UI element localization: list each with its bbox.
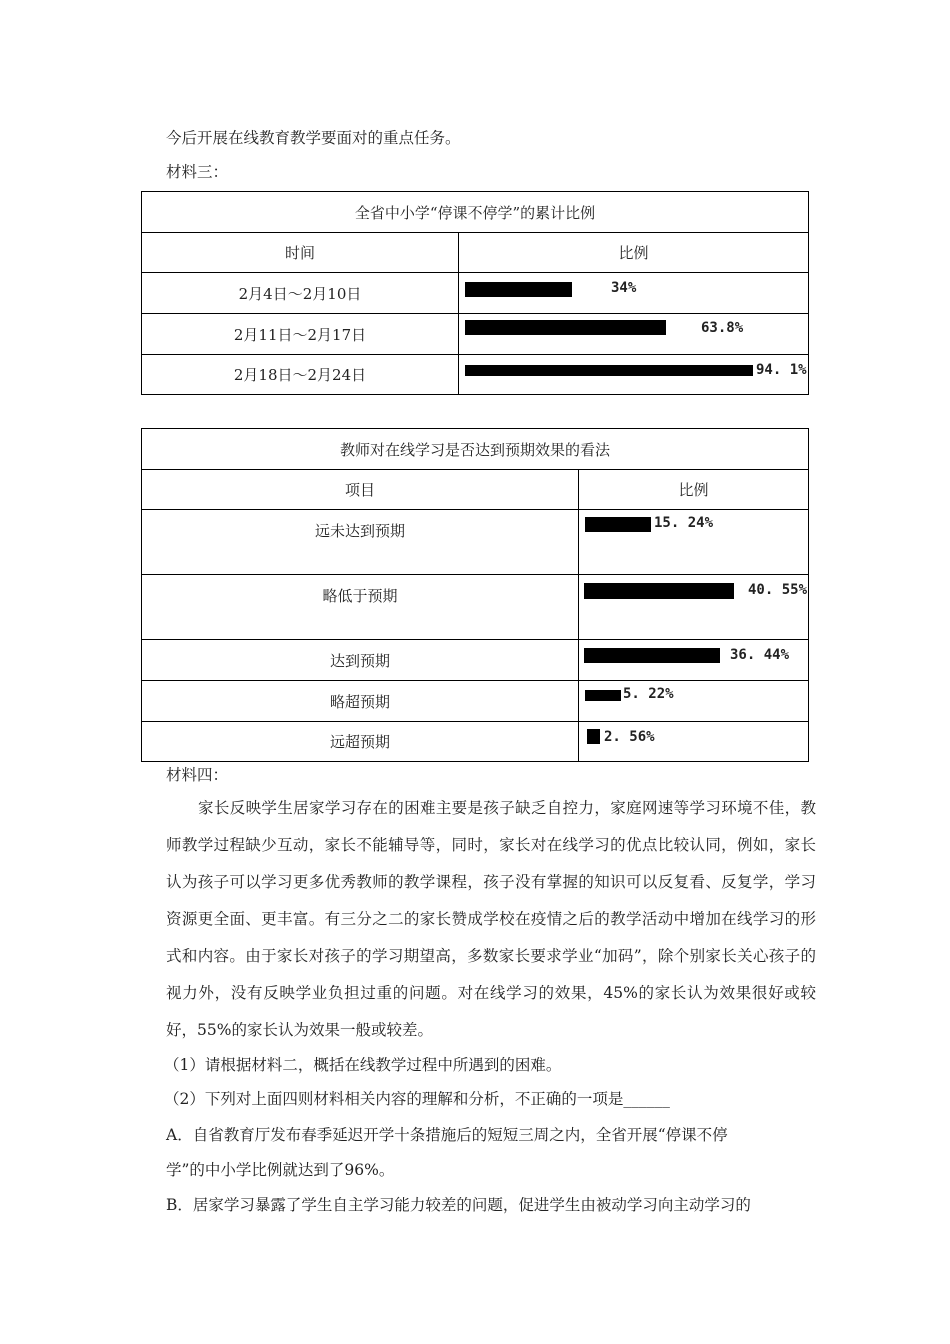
- item-label: 远未达到预期: [314, 522, 405, 540]
- material4-paragraph: 家长反映学生居家学习存在的困难主要是孩子缺乏自控力，家庭网速等学习环境不佳，教师教学过程缺少互动，家长不能辅导等，同时，家长对在线学习的优点比较认同，例如，家长认为孩子可以学习更多优秀教师的教学课程，孩子没有掌握的知识可以反复看、反复学，学习资源更全面、更丰富。有三分之二的家长赞成学校在疫情之后的教学活动中增加在线学习的形式和内容。由于家长对孩子的学习期望高，多数家长要求学业“加码”，除个别家长关心孩子的视力外，没有反映学业负担过重的问题。对在线学习的效果，45%的家长认为效果很好或较好，55%的家长认为效果一般或较差。: [166, 799, 816, 1039]
- ratio-bar: [587, 729, 600, 744]
- ratio-bar: [465, 320, 666, 335]
- table1-header-ratio: 比例: [459, 233, 809, 273]
- table1-ratio-cell: [459, 273, 809, 314]
- ratio-bar: [465, 282, 572, 297]
- ratio-label: 5. 22%: [623, 686, 674, 702]
- ratio-label: 15. 24%: [654, 515, 714, 531]
- material4-label: 材料四：: [166, 766, 229, 784]
- ratio-label: 2. 56%: [604, 729, 655, 745]
- table1-time-cell: 2月18日～2月24日: [142, 355, 459, 395]
- item-label: 略低于预期: [322, 587, 398, 605]
- ratio-label: 94. 1%: [756, 362, 807, 378]
- question-1: （1）请根据材料二，概括在线教学过程中所遇到的困难。: [164, 1056, 562, 1074]
- table-row: [142, 510, 809, 575]
- ratio-bar: [585, 690, 621, 701]
- table2-item-cell: [142, 575, 579, 640]
- table-row: [142, 575, 809, 640]
- table1-header-time: 时间: [142, 233, 459, 273]
- table1-time-cell: 2月11日～2月17日: [142, 314, 459, 355]
- table1-title: 全省中小学“停课不停学”的累计比例: [142, 192, 809, 233]
- material3-label: 材料三：: [166, 163, 229, 181]
- table-stop-class-ratio: [141, 191, 809, 395]
- intro-line: 今后开展在线教育教学要面对的重点任务。: [166, 129, 461, 147]
- table2-item-cell: 远超预期: [142, 722, 579, 762]
- ratio-bar: [584, 583, 734, 599]
- table1-ratio-cell: [459, 314, 809, 355]
- table2-header-item: 项目: [142, 470, 579, 510]
- table-row: [142, 640, 809, 681]
- ratio-bar: [584, 648, 720, 663]
- ratio-label: 63.8%: [701, 320, 744, 336]
- table-row: [142, 314, 809, 355]
- table2-title: 教师对在线学习是否达到预期效果的看法: [142, 429, 809, 470]
- ratio-label: 36. 44%: [730, 647, 790, 663]
- question-2: （2）下列对上面四则材料相关内容的理解和分析，不正确的一项是______: [164, 1090, 670, 1108]
- table1-ratio-cell: [459, 355, 809, 395]
- ratio-bar: [465, 365, 753, 376]
- table-row: [142, 273, 809, 314]
- ratio-label: 34%: [611, 280, 637, 296]
- table2-ratio-cell: [579, 640, 809, 681]
- table2-header-ratio: 比例: [579, 470, 809, 510]
- table-row: [142, 722, 809, 762]
- ratio-bar: [585, 517, 651, 532]
- table-teacher-opinion: [141, 428, 809, 762]
- option-a-line2: 学”的中小学比例就达到了96%。: [166, 1161, 395, 1179]
- table2-item-cell: 略超预期: [142, 681, 579, 722]
- table-row: [142, 681, 809, 722]
- table2-ratio-cell: [579, 681, 809, 722]
- option-a-line1: A．自省教育厅发布春季延迟开学十条措施后的短短三周之内，全省开展“停课不停: [166, 1126, 728, 1144]
- table1-time-cell: 2月4日～2月10日: [142, 273, 459, 314]
- table2-item-cell: [142, 510, 579, 575]
- ratio-label: 40. 55%: [748, 582, 808, 598]
- table2-ratio-cell: [579, 575, 809, 640]
- option-b-line1: B．居家学习暴露了学生自主学习能力较差的问题，促进学生由被动学习向主动学习的: [166, 1196, 751, 1214]
- table2-ratio-cell: [579, 510, 809, 575]
- table2-item-cell: 达到预期: [142, 640, 579, 681]
- table-row: [142, 355, 809, 395]
- table2-ratio-cell: [579, 722, 809, 762]
